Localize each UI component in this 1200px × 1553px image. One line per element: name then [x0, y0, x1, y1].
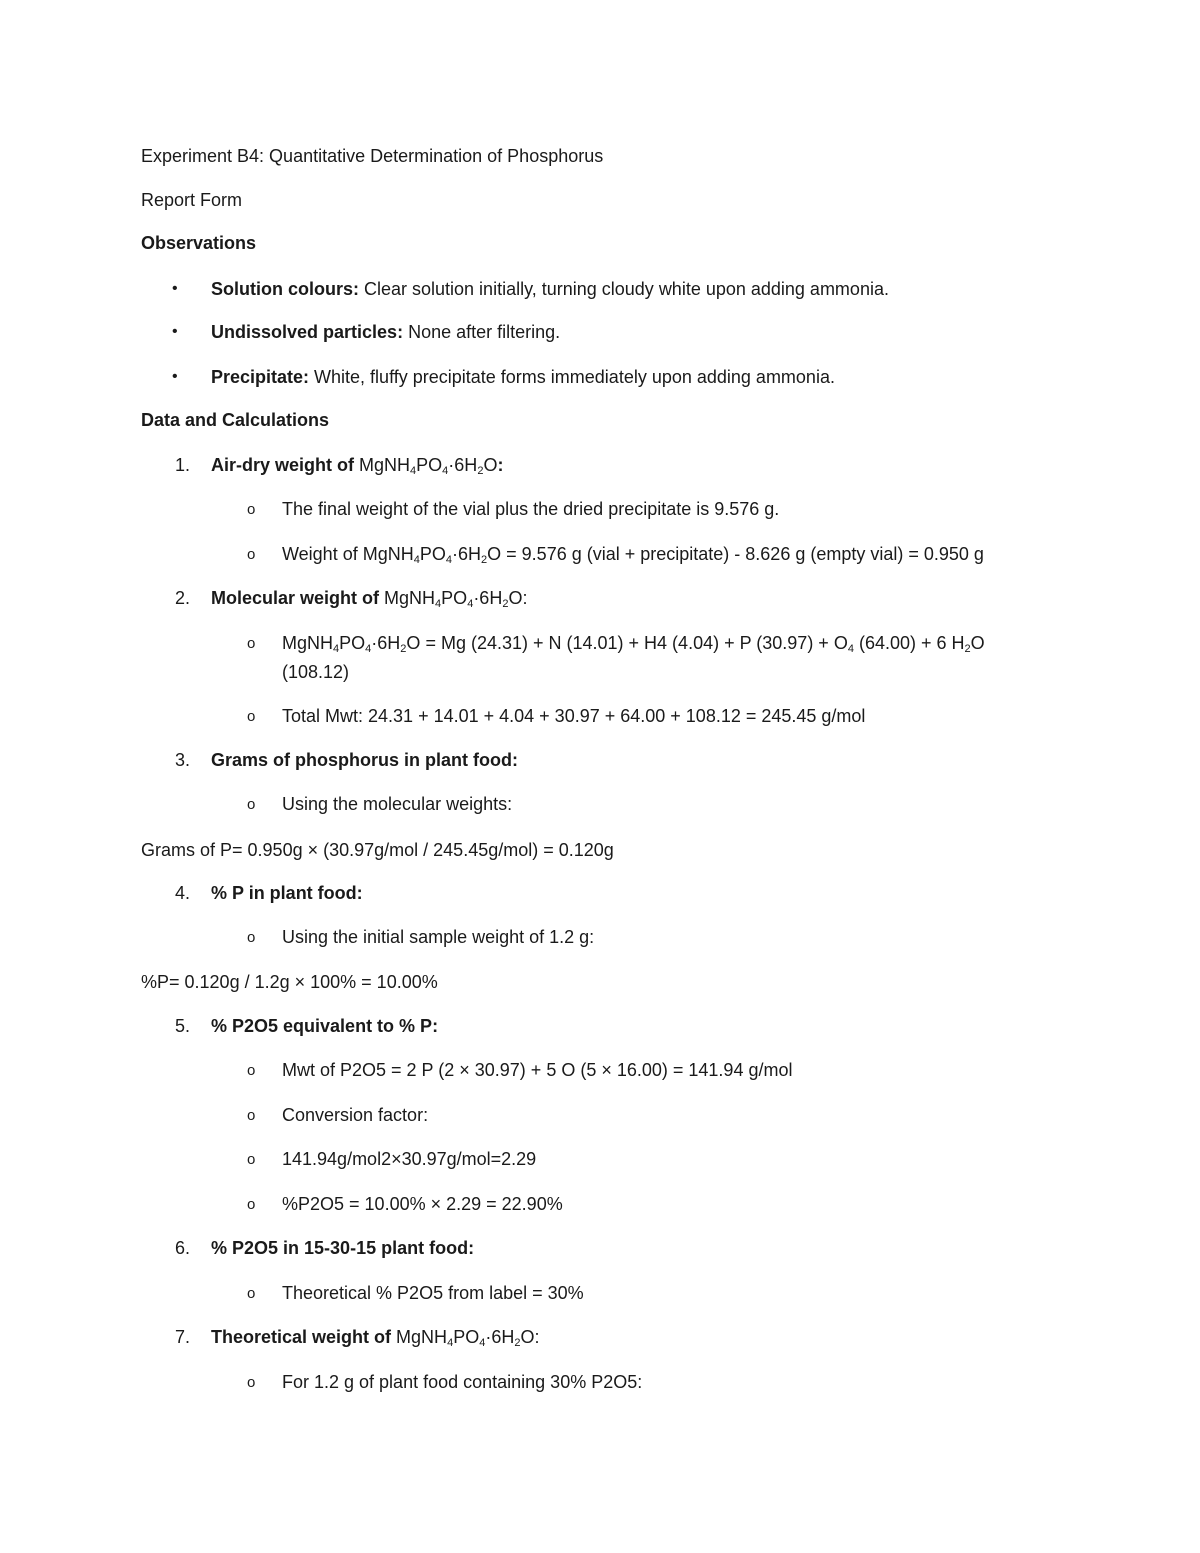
item-label: Theoretical weight of: [211, 1327, 392, 1347]
sub-bullet-icon: o: [247, 796, 256, 813]
item-label: Air-dry weight of: [211, 455, 354, 475]
sub-bullet-icon: o: [247, 929, 256, 946]
item2-sub1-continued: (108.12): [282, 662, 350, 682]
observation-label: Solution colours:: [211, 279, 359, 299]
observation-label: Undissolved particles:: [211, 322, 404, 342]
bullet-icon: •: [172, 368, 178, 385]
item5-sub3: 141.94g/mol2×30.97g/mol=2.29: [282, 1149, 537, 1169]
item1-sub2: Weight of $MgNH_4PO_4\cdot 6H_2O = 9.576$ g (vial + precipitate) - 8.626 g (empty vial) = 0.950 g: [282, 544, 984, 566]
item5-sub4: %P2O5 = 10.00% × 2.29 = 22.90%: [282, 1194, 563, 1214]
observation-precipitate: [211, 365, 835, 389]
observation-text: White, fluffy precipitate forms immediately upon adding ammonia.: [309, 367, 835, 387]
formula-mgnh4po4: $MgNH_4PO_4\cdot 6H_2O$: [384, 588, 523, 610]
observation-label: Precipitate:: [211, 367, 310, 387]
sub-bullet-icon: o: [247, 1151, 256, 1168]
sub-bullet-icon: o: [247, 635, 256, 652]
item6-sub1: Theoretical % P2O5 from label = 30%: [282, 1283, 584, 1303]
list-number: 2.: [175, 588, 191, 608]
list-number: 3.: [175, 750, 191, 770]
sub-bullet-icon: o: [247, 546, 256, 563]
item-molecular-weight: Molecular weight of $MgNH_4PO_4\cdot 6H_2O$:: [211, 588, 528, 610]
item4-sub1: Using the initial sample weight of 1.2 g:: [282, 927, 595, 947]
item5-sub2: Conversion factor:: [282, 1105, 429, 1125]
item7-sub1: For 1.2 g of plant food containing 30% P2O5:: [282, 1372, 643, 1392]
item2-sub1: $MgNH_4PO_4\cdot 6H_2O = Mg$ (24.31) + N (14.01) + H4 (4.04) + P $(30.97) + O_4$ (64.00) + 6 $H_2O$: [282, 633, 985, 655]
observation-text: Clear solution initially, turning cloudy white upon adding ammonia.: [359, 279, 889, 299]
list-number: 4.: [175, 883, 191, 903]
item-grams-phosphorus: Grams of phosphorus in plant food:: [211, 750, 518, 770]
sub-bullet-icon: o: [247, 1107, 256, 1124]
item4-formula: %P= 0.120g / 1.2g × 100% = 10.00%: [141, 972, 438, 992]
sub-bullet-icon: o: [247, 501, 256, 518]
sub-bullet-icon: o: [247, 1374, 256, 1391]
observation-undissolved: [211, 320, 560, 344]
list-number: 6.: [175, 1238, 191, 1258]
item3-sub1: Using the molecular weights:: [282, 794, 513, 814]
item3-formula: Grams of P= 0.950g × (30.97g/mol / 245.45g/mol) = 0.120g: [141, 840, 614, 860]
formula-mgnh4po4: $MgNH_4PO_4\cdot 6H_2O$: [396, 1327, 535, 1349]
observations-heading: Observations: [141, 233, 257, 253]
sub-bullet-icon: o: [247, 1062, 256, 1079]
list-number: 5.: [175, 1016, 191, 1036]
item-percent-p2o5-label: % P2O5 in 15-30-15 plant food:: [211, 1238, 475, 1258]
formula-mgnh4po4: $MgNH_4PO_4\cdot 6H_2O$: [359, 455, 498, 477]
observation-text: None after filtering.: [403, 322, 561, 342]
sub-bullet-icon: o: [247, 708, 256, 725]
item1-sub1: The final weight of the vial plus the dried precipitate is 9.576 g.: [282, 499, 780, 519]
item-theoretical-weight: Theoretical weight of $MgNH_4PO_4\cdot 6H_2O$:: [211, 1327, 540, 1349]
bullet-icon: •: [172, 280, 178, 297]
data-heading: Data and Calculations: [141, 410, 330, 430]
list-number: 7.: [175, 1327, 191, 1347]
list-number: 1.: [175, 455, 191, 475]
item-label: Molecular weight of: [211, 588, 380, 608]
item2-sub2: Total Mwt: 24.31 + 14.01 + 4.04 + 30.97 + 64.00 + 108.12 = 245.45 g/mol: [282, 706, 866, 726]
sub-bullet-icon: o: [247, 1196, 256, 1213]
bullet-icon: •: [172, 323, 178, 340]
item-percent-p2o5-equivalent: % P2O5 equivalent to % P:: [211, 1016, 439, 1036]
document-subtitle: Report Form: [141, 190, 243, 210]
item-air-dry-weight: Air-dry weight of $MgNH_4PO_4\cdot 6H_2O$:: [211, 455, 504, 477]
observation-solution-colours: [211, 277, 889, 301]
document-title: Experiment B4: Quantitative Determination of Phosphorus: [141, 146, 604, 166]
item-percent-p: % P in plant food:: [211, 883, 363, 903]
sub-bullet-icon: o: [247, 1285, 256, 1302]
item5-sub1: Mwt of P2O5 = 2 P (2 × 30.97) + 5 O (5 × 16.00) = 141.94 g/mol: [282, 1060, 793, 1080]
